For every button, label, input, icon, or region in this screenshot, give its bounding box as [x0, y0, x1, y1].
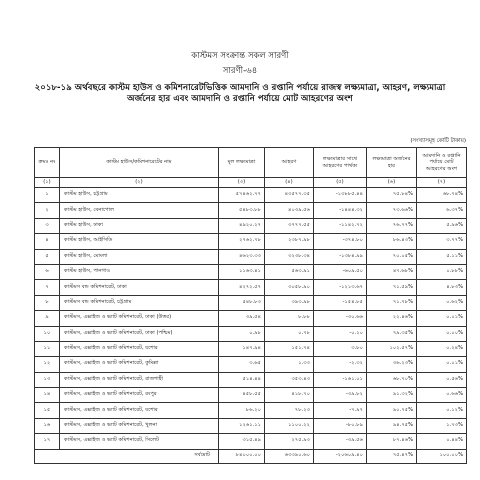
table-number: সারণী-৬৪	[222, 66, 258, 76]
difference-cell: -১৩৮৪.৯৯	[314, 249, 367, 264]
achievement-rate-cell: ৭৯.৩৫%	[367, 326, 417, 341]
share-cell: ৪.৮৩%	[417, 280, 467, 295]
achievement-rate-cell: ৯১.৩২%	[367, 388, 417, 403]
target-cell: ২৭৬২.৭৮	[219, 234, 265, 249]
serial-cell: ৬	[35, 264, 60, 279]
table-row	[35, 218, 467, 233]
office-name-cell: কাস্টম হাউস, পানগাও	[60, 264, 219, 279]
office-name-cell: কাস্টম হাউস, ঢাকা	[60, 218, 219, 233]
column-index: (১)	[35, 178, 60, 188]
table-row	[35, 234, 467, 249]
column-header: মূল লক্ষ্যমাত্রা	[219, 148, 265, 178]
table-row	[35, 249, 467, 264]
table-row	[35, 403, 467, 418]
share-cell: ০.১২%	[417, 403, 467, 418]
collection-cell: ৩৭৭৭.৫৫	[265, 218, 314, 233]
table-row	[35, 357, 467, 372]
total-row	[35, 449, 467, 463]
difference-cell: -৩৭৪.৮০	[314, 234, 367, 249]
office-name-cell: কাস্টমস বন্ড কমিশনারেট, ঢাকা	[60, 280, 219, 295]
serial-cell: ১৫	[35, 403, 60, 418]
column-index: (৩)	[219, 178, 265, 188]
achievement-rate-cell: ৭৩.৬৬%	[367, 203, 417, 218]
difference-cell: -৩০.৬৬	[314, 311, 367, 326]
column-header: আহরণ	[265, 148, 314, 178]
table-header	[35, 148, 467, 178]
serial-cell: ৯	[35, 311, 60, 326]
share-cell: ৬.৩৭%	[417, 203, 467, 218]
achievement-rate-cell: ৭১.৫৯%	[367, 280, 417, 295]
column-index: (৬)	[367, 178, 417, 188]
target-cell: ৪৯২০.২৭	[219, 218, 265, 233]
office-name-cell: কাস্টম হাউস, চট্টগ্রাম	[60, 188, 219, 203]
collection-cell: ৩৫৩.৪৩	[265, 372, 314, 387]
table-row	[35, 341, 467, 356]
target-cell: ৮৬.২০	[219, 403, 265, 418]
serial-cell: ৪	[35, 234, 60, 249]
column-index: (২)	[60, 178, 219, 188]
difference-cell: -১৩৮৮৫.৪৪	[314, 188, 367, 203]
table-row	[35, 311, 467, 326]
achievement-rate-cell: ৬৮.৭০%	[367, 372, 417, 387]
achievement-rate-cell: ৯৪.৭৫%	[367, 418, 417, 433]
collection-cell: ৩০৫৮.৯০	[265, 280, 314, 295]
share-cell: ১.৭৩%	[417, 418, 467, 433]
achievement-rate-cell: ২২.৪৬%	[367, 311, 417, 326]
table-row	[35, 264, 467, 279]
target-cell: ৩৯.৫৪	[219, 311, 265, 326]
collection-cell: ৩৯৩.৯৮	[265, 295, 314, 310]
column-header: লক্ষ্যমাত্রা অর্জনের হার	[367, 148, 417, 178]
office-name-cell: কাস্টমস, এক্সাইজ ও ভ্যাট কমিশনারেট, খুলনা	[60, 418, 219, 433]
table-row	[35, 280, 467, 295]
table-row	[35, 326, 467, 341]
total-value-cell: ৭৫.৪৭%	[367, 449, 417, 463]
header-row	[35, 148, 467, 178]
share-cell: ০.০০%	[417, 326, 467, 341]
column-header: লক্ষ্যমাত্রার সাথে আহরণের পার্থক্য	[314, 148, 367, 178]
share-cell: ০.৮৮%	[417, 264, 467, 279]
difference-cell: -২.৩২	[314, 357, 367, 372]
difference-cell: -৩৯.৮২	[314, 388, 367, 403]
total-value-cell: ১০০.০০%	[417, 449, 467, 463]
office-name-cell: কাস্টমস, এক্সাইজ ও ভ্যাট কমিশনারেট, কুমিল্লা	[60, 357, 219, 372]
serial-cell: ৩	[35, 218, 60, 233]
column-index: (৫)	[314, 178, 367, 188]
difference-cell: -৩৯.৫৬	[314, 434, 367, 449]
column-header: আমদানি ও রপ্তানি পর্যায়ে মোট আহরণের অংশ	[417, 148, 467, 178]
achievement-rate-cell: ৭১.৭৮%	[367, 295, 417, 310]
achievement-rate-cell: ৪৭.৬৮%	[367, 264, 417, 279]
achievement-rate-cell: ৩৬.২৩%	[367, 357, 417, 372]
difference-cell: -১৫৪.৮৫	[314, 295, 367, 310]
column-header: ক্রমঃ নং	[35, 148, 60, 178]
collection-cell: ৪৩৫৭৭.৩৫	[265, 188, 314, 203]
serial-cell: ১৪	[35, 388, 60, 403]
office-name-cell: কাস্টমস, এক্সাইজ ও ভ্যাট কমিশনারেট, যশোর	[60, 341, 219, 356]
share-cell: ০.৫৬%	[417, 372, 467, 387]
difference-cell: -০.২০	[314, 326, 367, 341]
total-label: সর্বমোট	[35, 449, 219, 463]
table-row	[35, 418, 467, 433]
column-index: (৪)	[265, 178, 314, 188]
collection-cell: ৩২৩৮.৩৪	[265, 249, 314, 264]
share-cell: ০.০১%	[417, 311, 467, 326]
target-cell: ১৪৭.৯৪	[219, 341, 265, 356]
share-cell: ৩.৭৭%	[417, 234, 467, 249]
achievement-rate-cell: ৮৭.৪৬%	[367, 434, 417, 449]
difference-cell: -১২১৩.৬৭	[314, 280, 367, 295]
serial-cell: ৫	[35, 249, 60, 264]
column-index: (৭)	[417, 178, 467, 188]
difference-cell: -৮০.৮৯	[314, 418, 367, 433]
achievement-rate-cell: ১০২.৫৭%	[367, 341, 417, 356]
difference-cell: -৬০৯.৫০	[314, 264, 367, 279]
table-row	[35, 203, 467, 218]
target-cell: ১২৬১.১১	[219, 418, 265, 433]
share-cell: ৬৮.৭৪%	[417, 188, 467, 203]
target-cell: ৫৪৮৩.৮৮	[219, 203, 265, 218]
table-body	[35, 178, 467, 464]
serial-cell: ৮	[35, 295, 60, 310]
office-name-cell: কাস্টম হাউস, আইসিডি	[60, 234, 219, 249]
achievement-rate-cell: ৭০.০৫%	[367, 249, 417, 264]
target-cell: ৩১৫.৪৯	[219, 434, 265, 449]
serial-cell: ২	[35, 203, 60, 218]
collection-cell: ২৭৫.৯৩	[265, 434, 314, 449]
target-cell: ৪২৭২.৫৭	[219, 280, 265, 295]
difference-cell: ৩.৮০	[314, 341, 367, 356]
office-name-cell: কাস্টমস, এক্সাইজ ও ভ্যাট কমিশনারেট, ঢাকা (উত্তর)	[60, 311, 219, 326]
achievement-rate-cell: ৭৫.৮৪%	[367, 188, 417, 203]
total-value-cell: ৮৪০০০.০০	[219, 449, 265, 463]
target-cell: ৪৫৮.৫৫	[219, 388, 265, 403]
target-cell: ৪৬২৩.৩৩	[219, 249, 265, 264]
collection-cell: ০.৭৮	[265, 326, 314, 341]
serial-cell: ১	[35, 188, 60, 203]
collection-cell: ৮.৮৮	[265, 311, 314, 326]
office-name-cell: কাস্টমস বন্ড কমিশনারেট, চট্টগ্রাম	[60, 295, 219, 310]
collection-cell: ৫৬৩.৯১	[265, 264, 314, 279]
share-cell: ০.৪৪%	[417, 434, 467, 449]
achievement-rate-cell: ৮৬.৪৩%	[367, 234, 417, 249]
achievement-rate-cell: ৭৬.৭৭%	[367, 218, 417, 233]
table-row	[35, 295, 467, 310]
serial-cell: ১০	[35, 326, 60, 341]
share-cell: ০.৬৬%	[417, 388, 467, 403]
serial-cell: ১৩	[35, 372, 60, 387]
share-cell: ০.২৪%	[417, 341, 467, 356]
collection-cell: ৪০৩৯.৫৬	[265, 203, 314, 218]
serial-cell: ১৭	[35, 434, 60, 449]
serial-cell: ৭	[35, 280, 60, 295]
achievement-rate-cell: ৯০.৭৫%	[367, 403, 417, 418]
table-row	[35, 188, 467, 203]
collection-cell: ১.৩৩	[265, 357, 314, 372]
office-name-cell: কাস্টমস, এক্সাইজ ও ভ্যাট কমিশনারেট, রংপুর	[60, 388, 219, 403]
table-caption: ২০১৮-১৯ অর্থবছরে কাস্টম হাউস ও কমিশনারেটভিত্তিক আমদানি ও রপ্তানি পর্যায়ে রাজস্ব লক্ষ্যমাত্রা, আহরণ, লক্ষ্যমাত্রা অর্জনের হার এবং আমদানি ও রপ্তানি পর্যায়ে মোট আহরণের অংশ	[34, 83, 446, 104]
collection-cell: ৪১৮.৭০	[265, 388, 314, 403]
target-cell: ৫৪৮.৮৩	[219, 295, 265, 310]
column-index-row	[35, 178, 467, 188]
collection-cell: ২৩৮৭.৯৮	[265, 234, 314, 249]
difference-cell: -৭.৯৭	[314, 403, 367, 418]
document-title: কাস্টমস সংক্রান্ত সকল সারণী	[191, 51, 289, 61]
target-cell: ০.৯৮	[219, 326, 265, 341]
table-row	[35, 434, 467, 449]
column-header: কাস্টম হাউস/কমিশনারেটের নাম	[60, 148, 219, 178]
total-value-cell: ৬৩৩৯০.৬০	[265, 449, 314, 463]
serial-cell: ১২	[35, 357, 60, 372]
revenue-table	[34, 147, 467, 464]
target-cell: ৩.৬৫	[219, 357, 265, 372]
collection-cell: ১১০০.২২	[265, 418, 314, 433]
office-name-cell: কাস্টম হাউস, বেনাপোল	[60, 203, 219, 218]
difference-cell: -১১৪২.৭২	[314, 218, 367, 233]
office-name-cell: কাস্টমস, এক্সাইজ ও ভ্যাট কমিশনারেট, ঢাকা (পশ্চিম)	[60, 326, 219, 341]
unit-note: (সংখ্যাসমূহ কোটি টাকায়)	[410, 138, 466, 144]
office-name-cell: কাস্টম হাউস, মোংলা	[60, 249, 219, 264]
office-name-cell: কাস্টমস, এক্সাইজ ও ভ্যাট কমিশনারেট, রাজশাহী	[60, 372, 219, 387]
target-cell: ৫৭৪৬২.৭৭	[219, 188, 265, 203]
share-cell: ০.৬২%	[417, 295, 467, 310]
share-cell: ৫.১১%	[417, 249, 467, 264]
share-cell: ৫.৯৬%	[417, 218, 467, 233]
office-name-cell: কাস্টমস, এক্সাইজ ও ভ্যাট কমিশনারেট, সিলেট	[60, 434, 219, 449]
target-cell: ৫১৪.৪৪	[219, 372, 265, 387]
difference-cell: -১৬১.০১	[314, 372, 367, 387]
collection-cell: ৭৮.২৩	[265, 403, 314, 418]
serial-cell: ১৬	[35, 418, 60, 433]
total-value-cell: -২০৬০৯.৪০	[314, 449, 367, 463]
table-row	[35, 388, 467, 403]
collection-cell: ১৫১.৭৪	[265, 341, 314, 356]
share-cell: ০.০১%	[417, 357, 467, 372]
table-row	[35, 372, 467, 387]
office-name-cell: কাস্টমস, এক্সাইজ ও ভ্যাট কমিশনারেট, যশোর	[60, 403, 219, 418]
target-cell: ১১৬৩.৪১	[219, 264, 265, 279]
difference-cell: -১৪৪৪.৩২	[314, 203, 367, 218]
serial-cell: ১১	[35, 341, 60, 356]
